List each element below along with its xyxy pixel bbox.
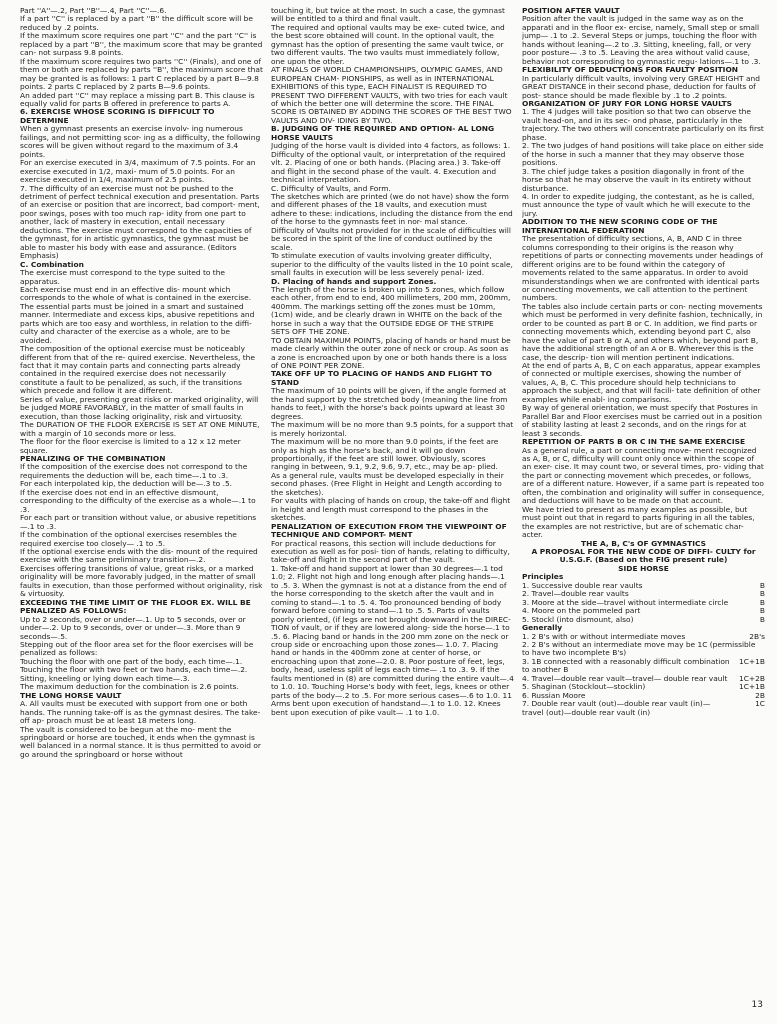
paragraph: If a part ''C'' is replaced by a part ''B'' the difficult score will be reduced by .2 points. <box>20 14 253 32</box>
paragraph: Position after the vault is judged in the same way as on the apparati and in the floor ex- ercise, namely, Small step or small jump— .1 to .2. Several Steps or jumps, touching the floor with hands without leaning—.2 to .3. Sitting, kneeling, fall, or very poor posture— .3 to .5. Leaving the area without valid cause, behavior not corresponding to gymnastic regu- lations—.1 to .3. <box>522 14 761 66</box>
paragraph: Part ''A''—.2, Part ''B''—.4, Part ''C''—.6. <box>20 7 167 15</box>
section-heading: THE A, B, C's OF GYMNASTICS <box>581 538 706 548</box>
paragraph: The length of the horse is broken up into 5 zones, which follow each other, from end to end, 400 millimeters, 200 mm, 200mm, 400mm. The markings setting off the zones must be 10mm, (1cm) wide, and be clearly drawn in WHITE on the back of the horse in such a way that the OUTSIDE EDGE OF THE STRIPE SETS OFF THE ZONE. <box>271 284 511 337</box>
difficulty-value: 1C+1B <box>739 656 765 666</box>
section-heading: Generally <box>522 623 563 633</box>
text-column-left <box>20 7 263 1011</box>
section-heading: FLEXIBILITY OF DEDUCTIONS FOR FAULTY POSITION <box>522 65 738 75</box>
section-heading: REPETITION OF PARTS B OR C IN THE SAME EXERCISE <box>522 437 746 447</box>
page-number: 13 <box>751 1000 763 1010</box>
section-heading: C. Combination <box>20 259 84 269</box>
difficulty-item: 1. 2 B's with or without intermediate moves <box>522 631 686 641</box>
difficulty-row <box>522 700 765 717</box>
paragraph: The floor for the floor exercise is limited to a 12 x 12 meter square. <box>20 437 241 455</box>
paragraph: The essential parts must be joined in a smart and sustained manner. Intermediate and excess kips, abusive repetitions and parts which are too easy and worthless, in relation to the diffi- culty and character of the exercise as a whole, are to be avoided. <box>20 301 255 345</box>
paragraph: For each part or transition without value, or abusive repetitions—.1 to .3. <box>20 513 257 531</box>
difficulty-value: B <box>759 589 765 599</box>
paragraph: When a gymnast presents an exercise involv- ing numerous failings, and not permitting scor- ing as a difficulty, the following scores will be given without regard to the maximum of 3.4 points. <box>20 124 261 159</box>
section-heading: Principles <box>522 572 564 582</box>
section-heading: B. JUDGING OF THE REQUIRED AND OPTION- AL LONG HORSE VAULTS <box>271 124 495 142</box>
paragraph: If the composition of the exercise does not correspond to the requirements the deduction will be, each time—.1 to .3. <box>20 462 248 480</box>
difficulty-value: 2B <box>755 690 765 700</box>
paragraph: The DURATION OF THE FLOOR EXERCISE IS SET AT ONE MINUTE, with a margin of 10 seconds more or less. <box>20 420 260 438</box>
paragraph: For practical reasons, this section will include deductions for execution as well as for posi- tion of hands, relating to difficulty, take-off and flight in the second part of the vault. <box>271 538 510 565</box>
paragraph: A. All vaults must be executed with support from one or both hands. The running take-off is as the gymnast desires. The take-off ap- proach must be at least 18 meters long. <box>20 699 261 726</box>
section-heading: SIDE HORSE <box>618 563 669 573</box>
paragraph: Each exercise must end in an effective dis- mount which corresponds to the whole of what is contained in the exercise. <box>20 284 252 303</box>
section-heading: PENALIZATION OF EXECUTION FROM THE VIEWPOINT OF TECHNIQUE AND COMPORT- MENT <box>271 521 507 540</box>
difficulty-value: 1C <box>755 699 765 709</box>
section-heading: A PROPOSAL FOR THE NEW CODE OF DIFFI- CULTY for U.S.G.F. (Based on the FIG present rule) <box>531 547 756 565</box>
difficulty-value: B <box>759 606 765 616</box>
section-heading: THE LONG HORSE VAULT <box>20 690 122 700</box>
difficulty-item: 4. Travel—double rear vault—travel— double rear vault <box>522 673 728 683</box>
text-column-right <box>522 7 765 1011</box>
difficulty-item: 4. Moore on the pommeled part <box>522 606 641 616</box>
paragraph: 7. The difficulty of an exercise must not be pushed to the detriment of perfect technical execution and presentation. Parts of an exercise or position that are incorrect, bad comport- ment, poor swings, poses with too much rap- idity from one part to another, lack of mastery in execution, entail necessary deductions. The exercise must correspond to the capacities of the gymnast, for in artistic gymnastics, the gymnast must be able to master his body with ease and assurance. (Editors Emphasis) <box>20 183 260 261</box>
paragraph: The sketches which are printed (we do not have) show the form and different phases of the 18 vaults, and execution must adhere to these: indications, including the distance from the end of the horse to the gymnasts feet in nor- mal stance. <box>271 191 513 227</box>
section-heading: EXCEEDING THE TIME LIMIT OF THE FLOOR EX. WILL BE PENALIZED AS FOLLOWS: <box>20 597 251 616</box>
paragraph: 3. The chief judge takes a position diagonally in front of the horse so that he may observe the vault in its entirety without disturbance. <box>522 166 752 193</box>
paragraph: If the maximum score requires one part ''C'' and the part ''C'' is replaced by a part ''B'', the maximum score that may be granted can- not surpass 9.8 points. <box>20 31 263 58</box>
difficulty-item: 5. Stockl (into dismount, also) <box>522 614 634 624</box>
difficulty-value: B <box>759 614 765 624</box>
difficulty-item: 5. Shaginan (Stocklout—stocklin) <box>522 682 646 692</box>
text-column-middle <box>271 7 514 1011</box>
paragraph: If the optional exercise ends with the dis- mount of the required exercise with the same preliminary transition—.2. <box>20 547 258 565</box>
difficulty-row <box>522 658 765 675</box>
difficulty-item: 3. 1B connected with a reasonably difficult combination to another B <box>522 656 730 675</box>
paragraph: The required and optional vaults may be exe- cuted twice, and the best score obtained will count. In the optional vault, the gymnast has the option of presenting the same vault twice, or two different vaults. The two vaults must immediately follow, one upon the other. <box>271 22 505 66</box>
paragraph: TO OBTAIN MAXIMUM POINTS, placing of hands or hand must be made clearly within the outer zone of neck or croup. As soon as a zone is encroached upon by one or both hands there is a loss of ONE POINT PER ZONE. <box>271 335 511 371</box>
difficulty-value: 1C+1B <box>739 682 765 692</box>
paragraph: The maximum will be no more than 9.5 points, for a support that is merely horizontal. <box>271 420 514 438</box>
paragraph: As a general rule, a part or connecting move- ment recognized as A, B, or C, difficulty will count only once within the scope of an exer- cise. It may count two, or several times, pro- viding that the part or connecting movement which precedes, or follows, are of a different nature. However, if a same part is repeated too often, the combination and originality will suffer in consequence, and deductions will have to be made on that account. <box>522 445 765 506</box>
paragraph: 2. The two judges of hand positions will take place on either side of the horse in such a manner that they may observe those positions. <box>522 141 764 168</box>
difficulty-item: 7. Double rear vault (out)—double rear vault (in)—travel (out)—double rear vault (in) <box>522 699 711 717</box>
paragraph: C. Difficulty of Vaults, and Form. <box>271 183 391 193</box>
paragraph: 1. The 4 judges will take position so that two can observe the vault head-on, and in its sec- ond phase, particularly in the trajectory. The two others will concentrate particularly on its first phase. <box>522 107 764 142</box>
difficulty-value: 2B's <box>749 631 765 641</box>
paragraph: The composition of the optional exercise must be noticeably different from that of the re- quired exercise. Nevertheless, the fact that it may contain parts and connecting parts already contained in the required exercise does not necessarily constitute a fault to be penalized, as such, if the transitions which precede and follow it are different. <box>20 344 255 396</box>
paragraph: For each interpolated kip, the deduction will be—.3 to .5. <box>20 479 233 489</box>
paragraph: The maximum of 10 points will be given, if the angle formed at the hand support by the stretched body (meaning the line from hands to feet,) with the horse's back points upward at least 30 degrees. <box>271 386 508 421</box>
paragraph: The maximum deduction for the combination is 2.6 points. <box>20 682 239 692</box>
paragraph: Judging of the horse vault is divided into 4 factors, as follows: 1. Difficulty of the optional vault, or interpretation of the required vlt. 2. Placing of one or both hands. (Placing area.) 3. Take-off and flight in the second phase of the vault. 4. Execution and technical interpretation. <box>271 141 511 185</box>
paragraph: For vaults with placing of hands on croup, the take-off and flight in height and length must correspond to the phases in the sketches. <box>271 496 511 523</box>
paragraph: Difficulty of Vaults not provided for in the scale of difficulties will be scored in the spirit of the line of conduct outlined by the scale. <box>271 225 511 252</box>
paragraph: AT FINALS OF WORLD CHAMPIONSHIPS, OLYMPIC GAMES, AND EUROPEAN CHAM- PIONSHIPS, as well as in INTERNATIONAL EXHIBITIONS of this type, EACH FINALIST IS REQUIRED TO PRESENT TWO DIFFERENT VAULTS, with two tries for each vault of which the better one will determine the score. THE FINAL SCORE IS OBTAINED BY ADDING THE SCORES OF THE BEST TWO VAULTS AND DIV- IDING BY TWO. <box>271 65 512 125</box>
paragraph: We have tried to present as many examples as possible, but must point out that in regard to parts figuring in all the tables, the examples are not restrictive, but are of schematic char- acter. <box>522 504 755 540</box>
section-heading: D. Placing of hands and support Zones. <box>271 276 437 286</box>
section-heading: PENALIZING OF THE COMBINATION <box>20 454 166 464</box>
paragraph: Stepping out of the floor area set for the floor exercises will be penalized as follows: <box>20 639 254 658</box>
section-heading: POSITION AFTER VAULT <box>522 7 620 15</box>
difficulty-value: B <box>759 580 765 590</box>
document-page <box>20 7 765 1011</box>
paragraph: The vault is considered to be begun at the mo- ment the springboard or horse are touched, it ends when the gymnast is well balanced in a normal stance. It is thus permitted to avoid or go around the springboard or horse without <box>20 724 261 759</box>
paragraph: The presentation of difficulty sections, A, B, AND C in three columns corresponding to their origins is the reason why repetitions of parts or connecting movements under headings of different origins are to be found within the category of movements related to the same apparatus. In order to avoid misunderstandings when we are confronted with identical parts or connecting movements, we call attention to the pertinent numbers. <box>522 234 763 303</box>
difficulty-value: 1C+2B <box>739 673 765 683</box>
paragraph: If the exercise does not end in an effective dismount, corresponding to the difficulty of the exercise as a whole—.1 to .3. <box>20 487 256 514</box>
paragraph: 4. In order to expedite judging, the contestant, as he is called, must announce the type of vault which he will execute to the jury. <box>522 191 755 218</box>
section-heading: ORGANIZATION OF JURY FOR LONG HORSE VAULTS <box>522 98 733 108</box>
paragraph: At the end of parts A, B, C on each apparatus, appear examples of connected or multiple exercises, showing the number of values, A, B, C. This procedure should help technicians to approach the subject, and that will facili- tate definition of other examples while enabl- ing comparisons. <box>522 361 761 404</box>
paragraph: The exercise must correspond to the type suited to the apparatus. <box>20 268 225 286</box>
difficulty-item: 6. Russian Moore <box>522 690 586 700</box>
difficulty-item: 3. Moore at the side—travel without intermediate circle <box>522 597 729 607</box>
section-heading: 6. EXERCISE WHOSE SCORING IS DIFFICULT TO DETERMINE <box>20 107 215 125</box>
paragraph: The tables also include certain parts or con- necting movements which must be performed in very definite fashion, technically, in order to be counted as part B or C. In addition, we find parts or connecting movements which, extending beyond part C, also have the value of part B or A, and others which, beyond part B, have the additional strength of an A or B. Wherever this is the case, the descrip- tion will mention pertinent indications. <box>522 301 763 362</box>
paragraph: By way of general orientation, we must specify that Postures in Parallel Bar and Floor exercises must be carried out in a position of stability lasting at least 2 seconds, and on the rings for at least 3 seconds. <box>522 403 762 438</box>
paragraph: touching it, but twice at the most. In such a case, the gymnast will be entitled to a third and final vault. <box>271 7 505 24</box>
section-heading: ADDITION TO THE NEW SCORING CODE OF THE INTERNATIONAL FEDERATION <box>522 217 718 235</box>
paragraph: To stimulate execution of vaults involving greater difficulty, superior to the difficulty of the vaults listed in the 10 point scale, small faults in execution will be less severely penal- ized. <box>271 251 513 278</box>
paragraph: Touching the floor with one part of the body, each time—.1. Touching the floor with two feet or two hands, each time—.2. Sitting, kneeling or lying down each time—.3. <box>20 656 248 683</box>
paragraph: As a general rule, vaults must be developed especially in their second phases. (Free Flight in Height and Length according to the sketches). <box>271 470 504 497</box>
paragraph: Exercises offering transitions of value, great risks, or a marked originality will be more favorably judged, in the matter of small faults in execution, than those performed without originality, risk & virtuosity. <box>20 563 263 599</box>
paragraph: In particularly difficult vaults, involving very GREAT HEIGHT and GREAT DISTANCE in their second phase, deduction for faults of post- stance should be made flexible by .1 to .2 points. <box>522 73 760 100</box>
paragraph: The maximum will be no more than 9.0 points, if the feet are only as high as the horse's back, and it will go down proportionally, if the feet are still lower. Obviously, scores ranging in between, 9.1, 9.2, 9.6, 9.7, etc., may be ap- plied. <box>271 437 499 472</box>
paragraph: For an exercise executed in 3/4, maximum of 7.5 points. For an exercise executed in 1/2, maxi- mum of 5.0 points. For an exercise executed in 1/4, maximum of 2.5 points. <box>20 158 256 185</box>
paragraph: If the combination of the optional exercises resembles the required exercise too closely— .1 to .5. <box>20 530 237 548</box>
paragraph: An added part ''C'' may replace a missing part B. This clause is equally valid for parts B offered in preference to parts A. <box>20 90 255 108</box>
paragraph: 2. 2 B's without an intermediate move may be 1C (permissible to have two incomplete B's) <box>522 639 756 658</box>
paragraph: If the maximum score requires two parts ''C'' (Finals), and one of them or both are replaced by parts ''B'', the maximum score that may be granted is as follows: 1 part C replaced by a part B—9.8 points. 2 parts C replaced by 2 parts B—9.6 points. <box>20 56 263 92</box>
difficulty-item: 2. Travel—double rear vaults <box>522 589 629 599</box>
section-heading: TAKE OFF UP TO PLACING OF HANDS AND FLIGHT TO STAND <box>271 369 492 387</box>
paragraph: Up to 2 seconds, over or under—.1. Up to 5 seconds, over or under—.2. Up to 9 seconds, over or under—.3. More than 9 seconds—.5. <box>20 614 246 641</box>
paragraph: Series of value, presenting great risks or marked originality, will be judged MORE FAVORABLY, in the matter of small faults in execution, than those lacking originality, risk and virtuosity. <box>20 394 259 421</box>
difficulty-item: 1. Successive double rear vaults <box>522 580 643 590</box>
difficulty-value: B <box>759 597 765 607</box>
paragraph: 1. Take-off and hand support at lower than 30 degrees—.1 tod 1.0; 2. Flight not high and long enough after placing hands—.1 to .5. 3. When the gymnast is not at a distance from the end of the horse corresponding to the sketch after the vault and in coming to stand—.1 to .5. 4. Too pronounced bending of body forward before coming to stand—.1 to .5. 5. Parts of vaults poorly oriented, (if legs are not brought downward in the DIREC- TION of vault, or if they are lowered along- side the horse—.1 to .5. 6. Placing band or hands in the 200 mm zone on the neck or croup side or encroaching upon those zones— 1.0. 7. Placing hand or hands in the 400mm zone at center of horse, or encroaching upon that zone—2.0. 8. Poor posture of feet, legs, body, head, useless split of legs each time— .1 to .3. 9. If the faults mentioned in (8) are committed during the entire vault—.4 to 1.0. 10. Touching Horse's body with feet, legs, knees or other parts of the body—.2 to .5. For more serious cases—.6 to 1.0. 11 Arms bent upon execution of handstand—.1 to 1.0. 12. Knees bent upon execution of pike vault— .1 to 1.0. <box>271 563 514 717</box>
